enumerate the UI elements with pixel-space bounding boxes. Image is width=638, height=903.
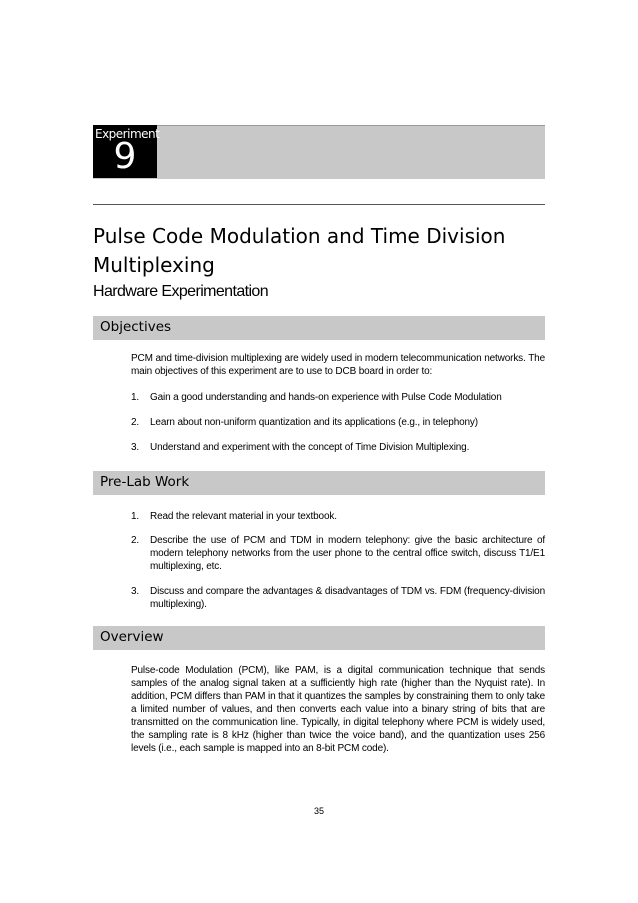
title-divider bbox=[93, 204, 545, 205]
objectives-intro: PCM and time-division multiplexing are widely used in modern telecommunication networks. The main objectives of this experiment are to use to DCB board in order to: bbox=[131, 353, 545, 377]
list-text: Discuss and compare the advantages & disadvantages of TDM vs. FDM (frequency-division multiplexing). bbox=[150, 586, 545, 610]
page-title: Pulse Code Modulation and Time Division Multiplexing bbox=[93, 224, 506, 277]
page-subtitle: Hardware Experimentation bbox=[93, 283, 269, 300]
list-number: 2. bbox=[131, 535, 140, 546]
experiment-number: 9 bbox=[113, 136, 137, 177]
list-item bbox=[131, 510, 545, 523]
list-text: Gain a good understanding and hands-on experience with Pulse Code Modulation bbox=[150, 392, 502, 403]
list-item bbox=[131, 391, 545, 404]
list-item bbox=[131, 416, 545, 429]
list-item bbox=[131, 585, 545, 611]
overview-paragraph: Pulse-code Modulation (PCM), like PAM, is a digital communication technique that sends samples of the analog signal taken at a sufficiently high rate (higher than the Nyquist rate). In addition, PCM differs than PAM in that it quantizes the samples by constraining them to only take a limited number of values, and then converts each value into a binary string of bits that are transmitted on the communication line. Typically, in digital telephony where PCM is widely used, the sampling rate is 8 kHz (higher than twice the voice band), and the quantization uses 256 levels (i.e., each sample is mapped into an 8-bit PCM code). bbox=[131, 665, 545, 754]
experiment-badge bbox=[93, 125, 160, 178]
list-text: Learn about non-uniform quantization and its applications (e.g., in telephony) bbox=[150, 417, 478, 428]
list-item bbox=[131, 441, 545, 454]
list-text: Understand and experiment with the concept of Time Division Multiplexing. bbox=[150, 442, 470, 453]
list-number: 1. bbox=[131, 392, 140, 403]
page-number: 35 bbox=[313, 806, 324, 816]
list-number: 2. bbox=[131, 417, 140, 428]
section-heading: Objectives bbox=[100, 319, 172, 335]
list-number: 3. bbox=[131, 442, 140, 453]
list-text: Read the relevant material in your textbook. bbox=[150, 511, 337, 522]
list-number: 1. bbox=[131, 511, 140, 522]
experiment-header-bar bbox=[93, 125, 545, 179]
section-header-overview bbox=[93, 626, 545, 650]
section-header-prelab bbox=[93, 471, 545, 495]
list-number: 3. bbox=[131, 586, 140, 597]
list-item bbox=[131, 534, 545, 573]
section-heading: Overview bbox=[100, 629, 164, 645]
experiment-label: Experiment bbox=[95, 127, 160, 141]
section-header-objectives bbox=[93, 316, 545, 340]
list-text: Describe the use of PCM and TDM in modern telephony: give the basic architecture of modern telephony networks from the user phone to the central office switch, discuss T1/E1 multiplexing, etc. bbox=[150, 535, 545, 572]
section-heading: Pre-Lab Work bbox=[100, 474, 190, 490]
